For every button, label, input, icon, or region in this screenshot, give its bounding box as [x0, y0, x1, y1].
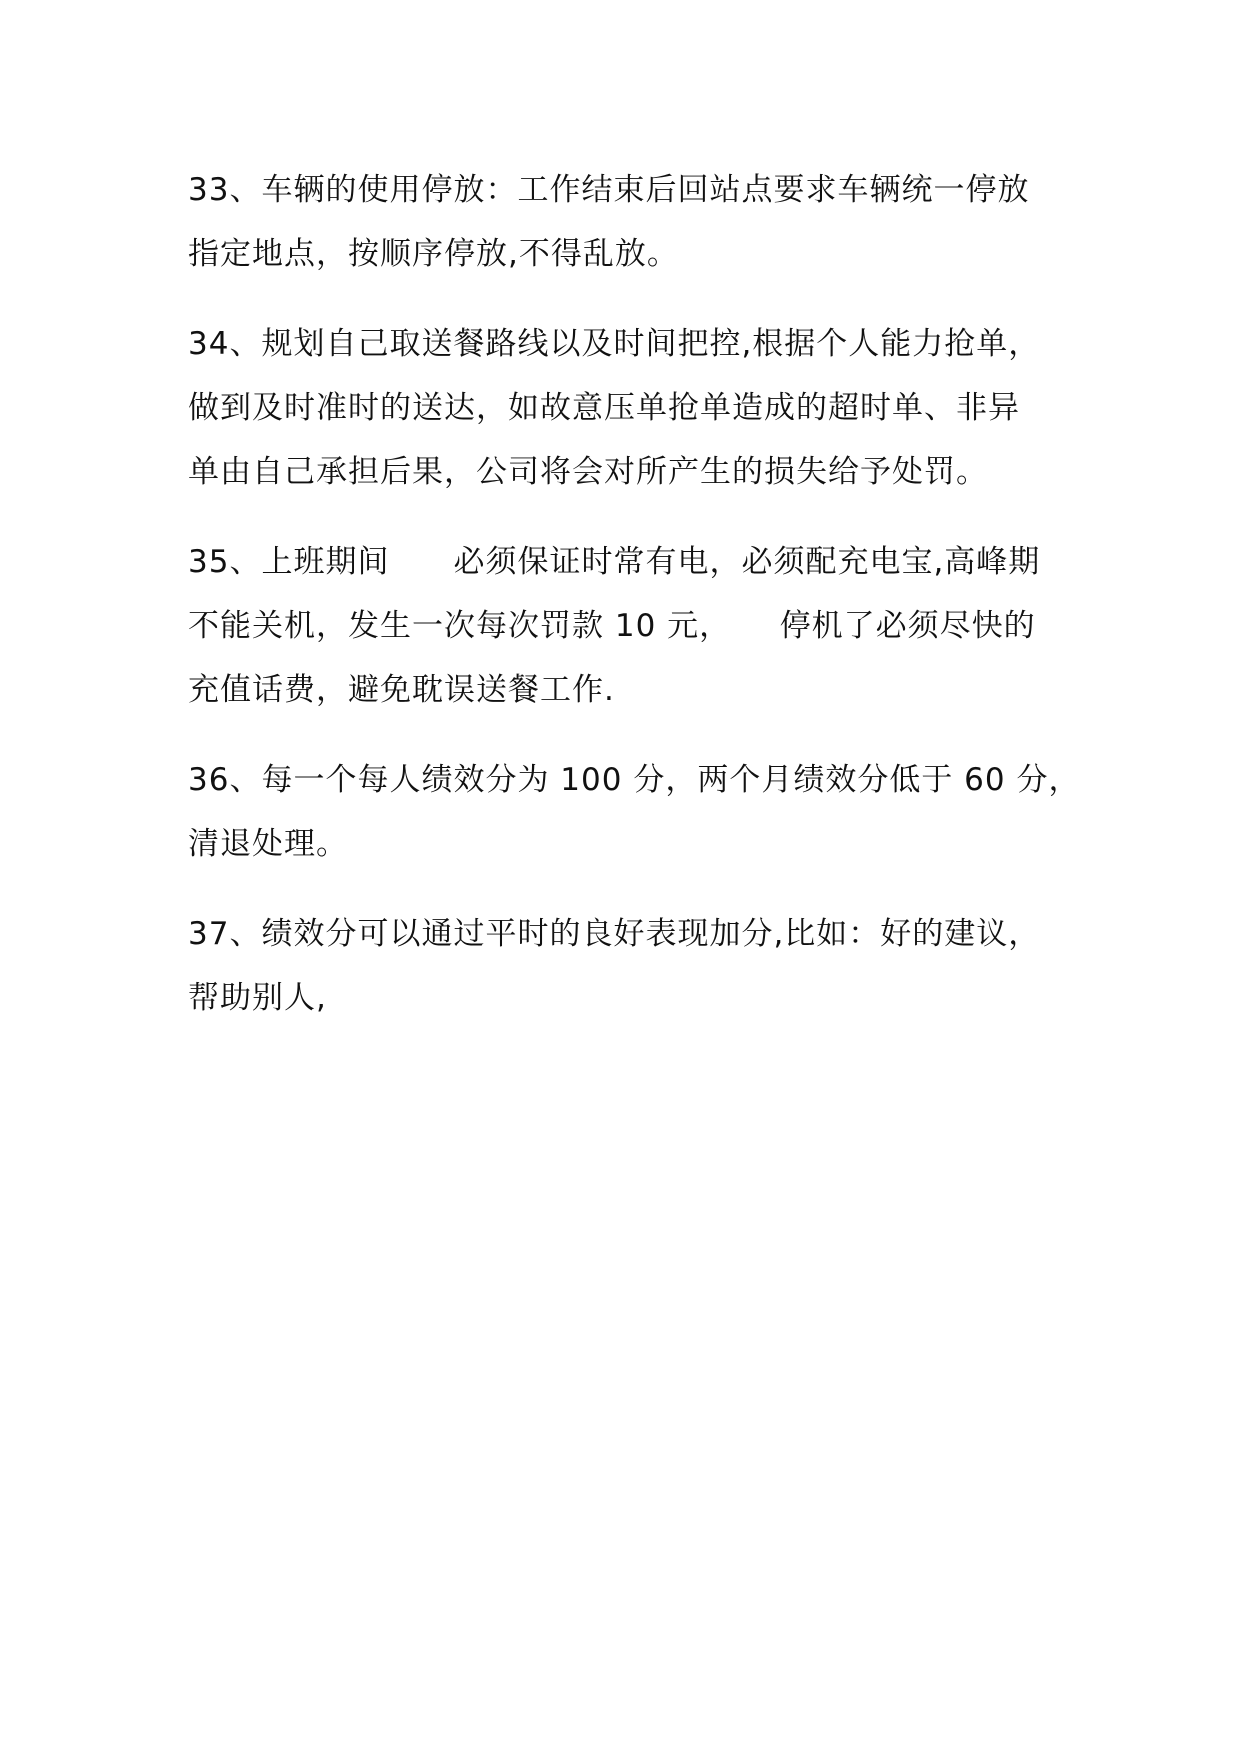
rule-36-line-1: 36、每一个每人绩效分为 100 分，两个月绩效分低于 60 分， — [188, 762, 1081, 798]
rule-36-paragraph — [188, 748, 1081, 876]
rule-33-line-2: 指定地点，按顺序停放,不得乱放。 — [188, 236, 679, 272]
document-body — [188, 158, 1081, 1056]
rule-37-line-2: 帮助别人, — [188, 980, 327, 1016]
rule-37-line-1: 37、绩效分可以通过平时的良好表现加分,比如：好的建议， — [188, 916, 1041, 952]
rule-33-line-1: 33、车辆的使用停放：工作结束后回站点要求车辆统一停放 — [188, 172, 1030, 208]
rule-33-paragraph — [188, 158, 1068, 286]
rule-35-line-1: 35、上班期间 必须保证时常有电，必须配充电宝,高峰期 — [188, 544, 1041, 580]
rule-34-paragraph — [188, 312, 1068, 504]
rule-34-line-1: 34、规划自己取送餐路线以及时间把控,根据个人能力抢单， — [188, 326, 1041, 362]
rule-35-line-2: 不能关机，发生一次每次罚款 10 元， 停机了必须尽快的 — [188, 608, 1036, 644]
rule-35-paragraph — [188, 530, 1068, 722]
rule-34-line-2: 做到及时准时的送达，如故意压单抢单造成的超时单、非异 — [188, 390, 1020, 426]
rule-36-line-2: 清退处理。 — [188, 826, 348, 862]
rule-35-line-3: 充值话费，避免耽误送餐工作. — [188, 672, 615, 708]
rule-37-paragraph — [188, 902, 1068, 1030]
rule-34-line-3: 单由自己承担后果，公司将会对所产生的损失给予处罚。 — [188, 454, 988, 490]
